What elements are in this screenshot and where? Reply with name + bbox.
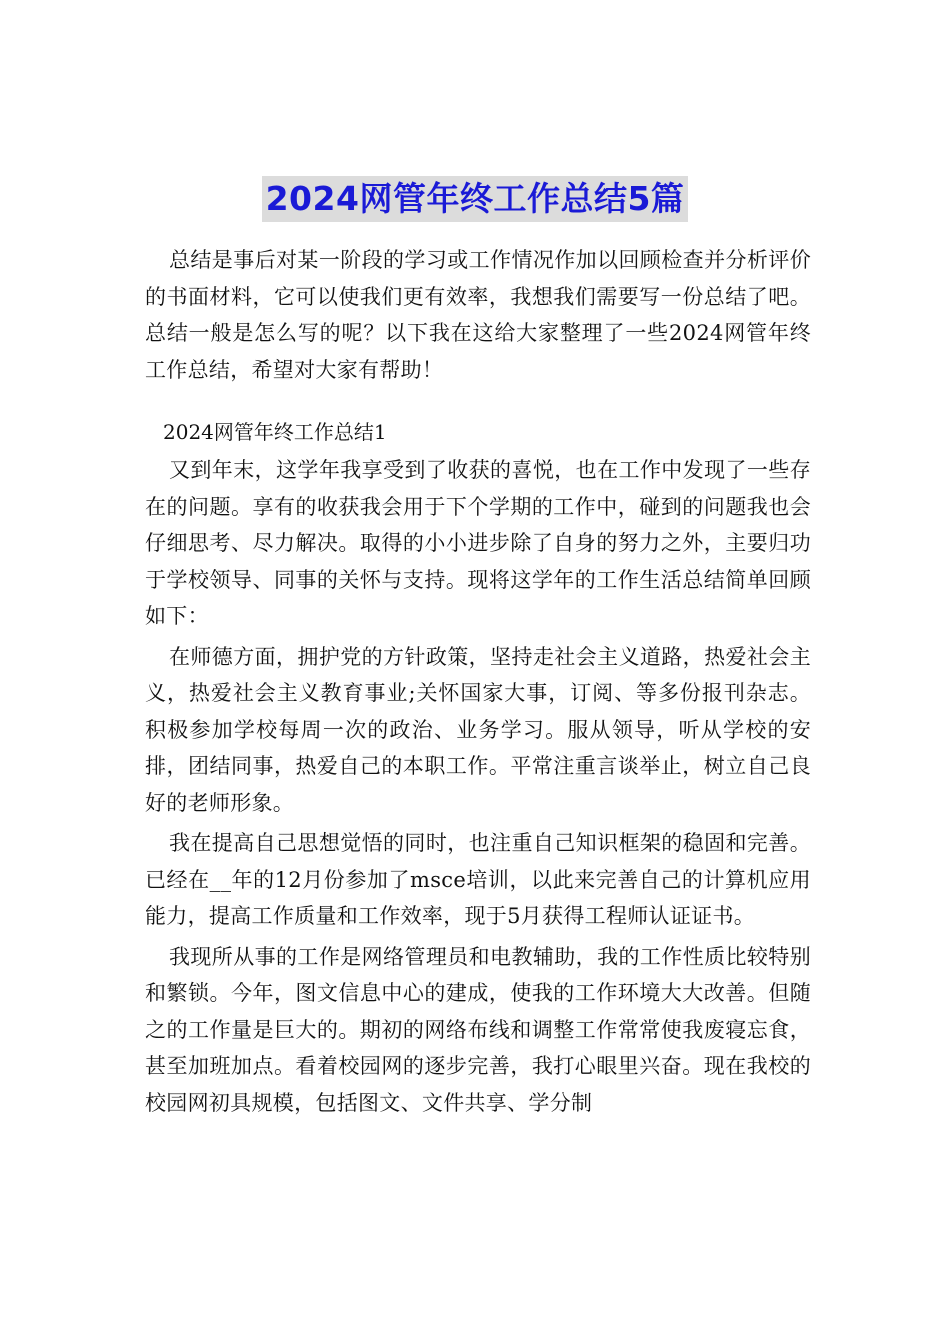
intro-paragraph: 总结是事后对某一阶段的学习或工作情况作加以回顾检查并分析评价的书面材料，它可以使我们更有效率，我想我们需要写一份总结了吧。总结一般是怎么写的呢？以下我在这给大家整理了一些2024网管年终工作总结，希望对大家有帮助！ (145, 248, 811, 382)
document-title: 2024网管年终工作总结5篇 (262, 176, 689, 222)
body-paragraph: 我现所从事的工作是网络管理员和电教辅助，我的工作性质比较特别和繁锁。今年，图文信息中心的建成，使我的工作环境大大改善。但随之的工作量是巨大的。期初的网络布线和调整工作常常使我废寝忘食，甚至加班加点。看着校园网的逐步完善，我打心眼里兴奋。现在我校的校园网初具规模，包括图文、文件共享、学分制 (145, 944, 811, 1115)
body-paragraph: 我在提高自己思想觉悟的同时，也注重自己知识框架的稳固和完善。已经在__年的12月份参加了msce培训，以此来完善自己的计算机应用能力，提高工作质量和工作效率，现于5月获得工程师认证证书。 (145, 831, 811, 928)
title-container (0, 176, 950, 222)
document-body (145, 242, 811, 1121)
body-paragraph: 在师德方面，拥护党的方针政策，坚持走社会主义道路，热爱社会主义，热爱社会主义教育事业;关怀国家大事，订阅、等多份报刊杂志。积极参加学校每周一次的政治、业务学习。服从领导，听从学校的安排，团结同事，热爱自己的本职工作。平常注重言谈举止，树立自己良好的老师形象。 (145, 644, 811, 815)
body-paragraph: 又到年末，这学年我享受到了收获的喜悦，也在工作中发现了一些存在的问题。享有的收获我会用于下个学期的工作中，碰到的问题我也会仔细思考、尽力解决。取得的小小进步除了自身的努力之外，主要归功于学校领导、同事的关怀与支持。现将这学年的工作生活总结简单回顾如下： (145, 458, 811, 628)
section-heading: 2024网管年终工作总结1 (163, 420, 387, 444)
